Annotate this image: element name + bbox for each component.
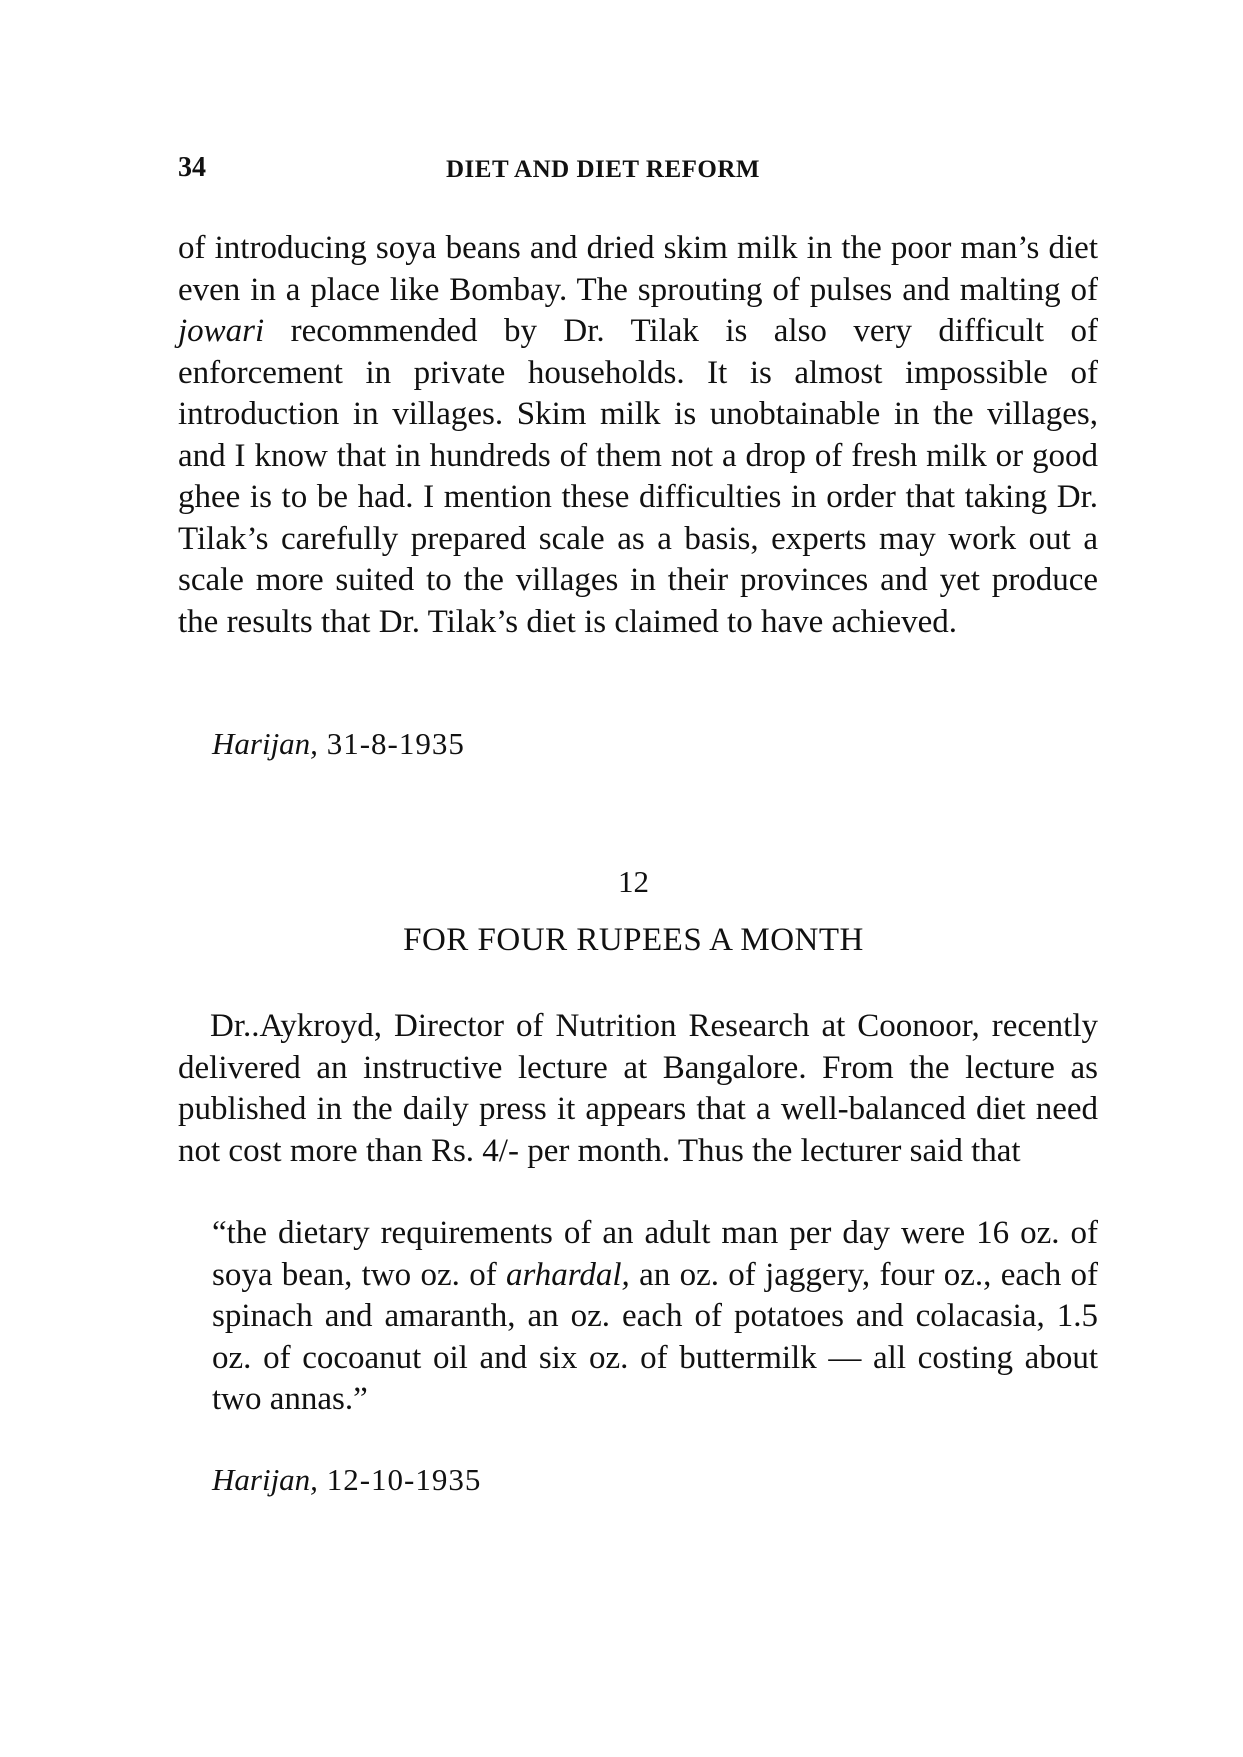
- chapter-number-text: 12: [618, 864, 649, 899]
- source-citation-1: [212, 726, 465, 762]
- chapter-title-text: FOR FOUR RUPEES A MONTH: [403, 922, 864, 958]
- paragraph-text-part: of introducing soya beans and dried skim milk in the poor man’s diet even in a place like Bombay. The sprouting of pulses and malting of: [178, 230, 1098, 308]
- source-date: 12-10-1935: [317, 1462, 482, 1497]
- chapter-number: [0, 864, 1243, 900]
- italic-term: jowari: [178, 313, 265, 349]
- page-number: 34: [178, 152, 206, 183]
- quote-text: [212, 1213, 1098, 1421]
- quote-text-part: an oz. of jaggery, four oz., each of spinach and amaranth, an oz. each of potatoes and colacasia, 1.5 oz. of cocoanut oil and six oz. of buttermilk — all costing about two annas.”: [212, 1256, 1098, 1417]
- quote-text-part: “the dietary requirements of an adult man per day were 16 oz. of soya bean, two oz. of: [212, 1215, 1098, 1293]
- source-citation-2: [212, 1462, 481, 1498]
- paragraph-text-part: recommended by Dr. Tilak is also very difficult of enforcement in private households. It is almost impossible of introduction in villages. Skim milk is unobtainable in the villages, and I know that in hundreds of them not a drop of fresh milk or good ghee is to be had. I mention these difficulties in order that taking Dr. Tilak’s carefully prepared scale as a basis, experts may work out a scale more suited to the villages in their provinces and yet produce the results that Dr. Tilak’s diet is claimed to have achieved.: [178, 313, 1098, 640]
- source-date: 31-8-1935: [317, 726, 465, 761]
- source-publication: Harijan,: [212, 726, 318, 761]
- paragraph-text: [178, 228, 1098, 643]
- source-publication: Harijan,: [212, 1462, 318, 1497]
- italic-term: arhardal,: [506, 1256, 630, 1293]
- paragraph-text: Dr..Aykroyd, Director of Nutrition Research at Coonoor, recently delivered an instructive lecture at Bangalore. From the lecture as published in the daily press it appears that a well-balanced diet need not cost more than Rs. 4/- per month. Thus the lecturer said that: [178, 1008, 1098, 1169]
- block-quote: [212, 1213, 1098, 1421]
- running-title: DIET AND DIET REFORM: [446, 156, 760, 183]
- body-paragraph-2: [178, 1006, 1098, 1172]
- chapter-title: [0, 922, 1243, 959]
- body-paragraph-1: [178, 228, 1098, 643]
- running-head: [178, 152, 1098, 192]
